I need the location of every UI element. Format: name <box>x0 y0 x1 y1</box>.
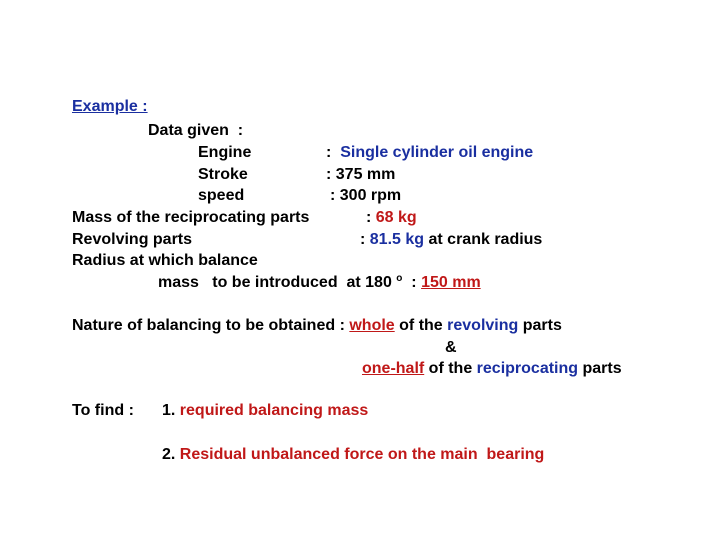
radius-label-line2: mass to be introduced at 180 <box>158 274 392 291</box>
nature-label: Nature of balancing to be obtained : <box>72 317 345 334</box>
find-item-1 <box>162 401 368 421</box>
stroke-label: Stroke <box>198 166 248 183</box>
nature-one-half: one-half <box>362 360 425 377</box>
speed-label: speed <box>198 187 245 204</box>
find-item-1-num: 1. <box>162 402 176 419</box>
nature-line-2 <box>362 359 622 379</box>
engine-value-text: Single cylinder oil engine <box>340 144 534 161</box>
to-find-label: To find : <box>72 402 134 419</box>
revolving-value-text: 81.5 kg <box>369 231 425 248</box>
revolving-value <box>360 230 542 250</box>
radius-line2 <box>158 273 481 293</box>
nature-reciprocating: reciprocating <box>476 360 579 377</box>
find-item-2-num: 2. <box>162 446 176 463</box>
radius-label-line1: Radius at which balance <box>72 252 258 269</box>
radius-value: 150 mm <box>421 274 481 291</box>
reciprocating-label: Mass of the reciprocating parts <box>72 209 310 226</box>
engine-sep: : <box>326 144 332 161</box>
engine-label: Engine <box>198 144 252 161</box>
engine-value <box>326 143 533 163</box>
revolving-suffix: at crank radius <box>428 231 543 248</box>
nature-of-1: of the <box>399 317 443 334</box>
nature-line <box>72 316 562 336</box>
revolving-label: Revolving parts <box>72 231 193 248</box>
data-given-label: Data given : <box>148 122 244 139</box>
nature-parts-1: parts <box>522 317 562 334</box>
stroke-value: : 375 mm <box>326 166 396 183</box>
reciprocating-value-text: 68 kg <box>375 209 417 226</box>
nature-of-2: of the <box>428 360 473 377</box>
reciprocating-sep: : <box>366 209 372 226</box>
example-heading: Example : <box>72 98 148 115</box>
find-item-1-text: required balancing mass <box>179 402 369 419</box>
nature-ampersand: & <box>445 339 457 356</box>
nature-revolving: revolving <box>447 317 519 334</box>
degree-mark: o <box>396 273 403 284</box>
find-item-2 <box>162 445 544 465</box>
nature-whole: whole <box>349 317 395 334</box>
nature-parts-2: parts <box>582 360 622 377</box>
radius-sep: : <box>411 274 417 291</box>
reciprocating-value <box>366 208 417 228</box>
speed-value: : 300 rpm <box>330 187 402 204</box>
revolving-sep: : <box>360 231 366 248</box>
find-item-2-text: Residual unbalanced force on the main bearing <box>179 446 545 463</box>
